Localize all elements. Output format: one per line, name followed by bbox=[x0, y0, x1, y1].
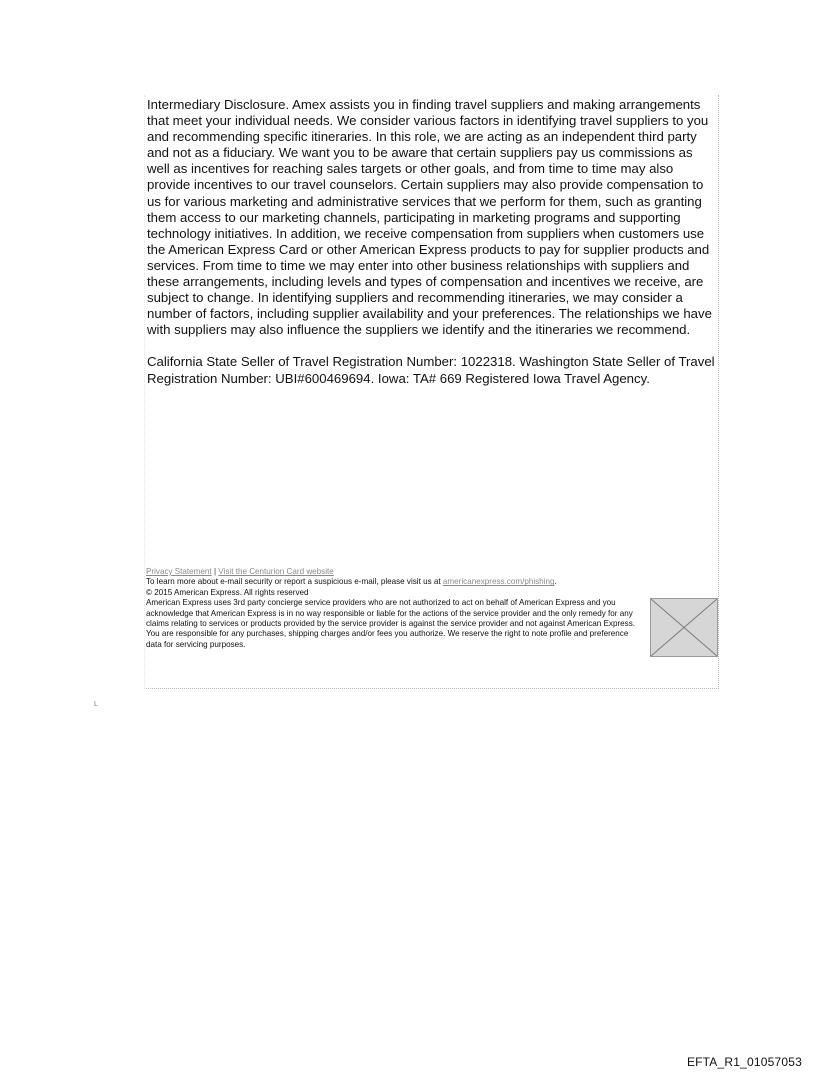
centurion-card-link[interactable]: Visit the Centurion Card website bbox=[218, 567, 334, 576]
document-id: EFTA_R1_01057053 bbox=[686, 1055, 802, 1069]
intermediary-disclosure-paragraph: Intermediary Disclosure. Amex assists you in finding travel suppliers and making arrangements that meet your individual needs. We consider various factors in identifying travel suppliers to you and recommending specific itineraries. In this role, we are acting as an independent third party and not as a fiduciary. We want you to be aware that certain suppliers pay us commissions as well as incentives for reaching sales targets or other goals, and from time to time may also provide incentives to our travel counselors. Certain suppliers may also provide compensation to us for various marketing and administrative services that we perform for them, such as granting them access to our marketing channels, participating in marketing programs and supporting technology initiatives. In addition, we receive compensation from suppliers when customers use the American Express Card or other American Express products to pay for supplier products and services. From time to time we may enter into other business relationships with suppliers and these arrangements, including levels and types of compensation and incentives we receive, are subject to change. In identifying suppliers and recommending itineraries, we may consider a number of factors, including supplier availability and your preferences. The relationships we have with suppliers may also influence the suppliers we identify and the itineraries we recommend. bbox=[147, 97, 712, 338]
margin-mark: L bbox=[94, 701, 98, 708]
footer-links bbox=[146, 567, 718, 577]
disclaimer-row bbox=[146, 598, 718, 657]
concierge-disclaimer: American Express uses 3rd party concierge service providers who are not authorized to act on behalf of American Express and you acknowledge that American Express is in no way responsible or liable for the actions of the service provider and the only remedy for any claims relating to services or products provided by the service provider is against the service provider and not against American Express. You are responsible for any purchases, shipping charges and/or fees you authorize. We reserve the right to note profile and preference data for servicing purposes. bbox=[146, 598, 636, 649]
broken-image-placeholder bbox=[650, 598, 718, 657]
copyright-text: © 2015 American Express. All rights reserved bbox=[146, 587, 309, 597]
email-footer bbox=[146, 567, 718, 657]
security-period: . bbox=[554, 577, 557, 587]
security-text: To learn more about e-mail security or report a suspicious e-mail, please visit us at bbox=[146, 577, 443, 587]
email-body bbox=[147, 97, 715, 403]
link-separator: | bbox=[213, 567, 217, 576]
security-notice bbox=[146, 577, 718, 587]
image-placeholder-icon bbox=[651, 599, 717, 656]
phishing-link[interactable]: americanexpress.com/phishing bbox=[442, 577, 555, 587]
seller-of-travel-paragraph: California State Seller of Travel Registration Number: 1022318. Washington State Seller of Travel Registration Number: UBI#600469694. Iowa: TA# 669 Registered Iowa Travel Agency. bbox=[147, 354, 715, 386]
privacy-statement-link[interactable]: Privacy Statement bbox=[146, 567, 212, 576]
